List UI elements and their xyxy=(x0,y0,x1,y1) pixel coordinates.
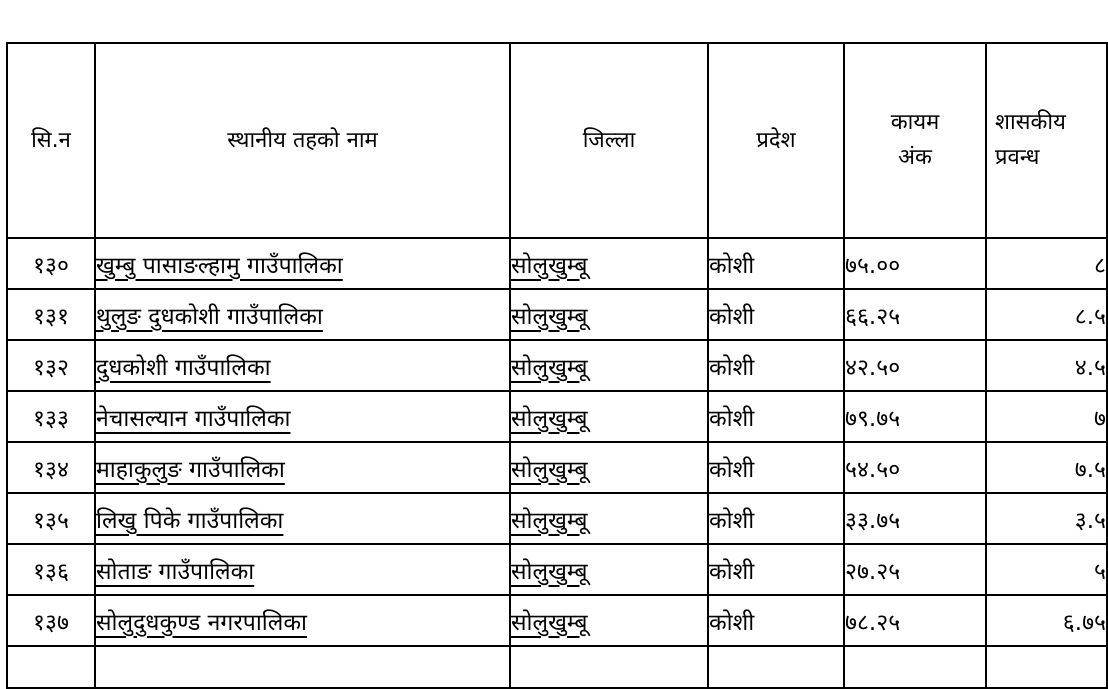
governance-cell-text: ३.५ xyxy=(1074,507,1106,534)
province-cell-text: कोशी xyxy=(709,354,755,381)
governance-cell-text: ६.७५ xyxy=(1062,609,1106,636)
sn-cell xyxy=(7,289,95,340)
governance-cell-text: ४.५ xyxy=(1074,354,1106,381)
governance-cell xyxy=(986,442,1107,493)
name-cell xyxy=(95,238,510,289)
sn-cell xyxy=(7,340,95,391)
sn-cell xyxy=(7,493,95,544)
district-cell xyxy=(510,442,708,493)
sn-cell-text: १३१ xyxy=(33,303,69,330)
score-cell-text: ३३.७५ xyxy=(845,507,901,534)
district-cell xyxy=(510,595,708,646)
score-cell xyxy=(844,442,986,493)
table-row-cutoff xyxy=(7,646,1107,688)
empty-cell xyxy=(7,646,95,688)
sn-cell xyxy=(7,391,95,442)
province-cell xyxy=(708,340,844,391)
sn-cell-text: १३३ xyxy=(33,405,69,432)
table-row xyxy=(7,340,1107,391)
name-cell xyxy=(95,595,510,646)
score-cell xyxy=(844,544,986,595)
district-cell-text: सोलुखुम्बू xyxy=(511,507,588,534)
score-cell-text: ७५.०० xyxy=(845,252,901,279)
name-cell-text: सोताङ गाउँपालिका xyxy=(96,558,255,585)
district-cell-text: सोलुखुम्बू xyxy=(511,456,588,483)
governance-cell-text: ८ xyxy=(1094,252,1106,279)
header-row xyxy=(7,43,1107,238)
table-row xyxy=(7,289,1107,340)
sn-cell-text: १३० xyxy=(33,252,69,279)
table-row xyxy=(7,595,1107,646)
province-cell-text: कोशी xyxy=(709,405,755,432)
province-cell-text: कोशी xyxy=(709,456,755,483)
name-cell-text: खुम्बु पासाङल्हामु गाउँपालिका xyxy=(96,252,343,279)
table-row xyxy=(7,238,1107,289)
header-name: स्थानीय तहको नाम xyxy=(95,43,510,238)
province-cell xyxy=(708,544,844,595)
governance-cell xyxy=(986,391,1107,442)
score-cell xyxy=(844,493,986,544)
governance-cell-text: ७ xyxy=(1094,405,1106,432)
governance-cell-text: ८.५ xyxy=(1074,303,1106,330)
governance-cell xyxy=(986,493,1107,544)
province-cell xyxy=(708,493,844,544)
sn-cell-text: १३७ xyxy=(33,609,69,636)
empty-cell xyxy=(844,646,986,688)
score-cell-text: ७९.७५ xyxy=(845,405,901,432)
name-cell-text: दुधकोशी गाउँपालिका xyxy=(96,354,271,381)
province-cell xyxy=(708,595,844,646)
district-cell-text: सोलुखुम्बू xyxy=(511,405,588,432)
name-cell xyxy=(95,340,510,391)
name-cell-text: थुलुङ दुधकोशी गाउँपालिका xyxy=(96,303,323,330)
province-cell xyxy=(708,442,844,493)
district-cell xyxy=(510,544,708,595)
governance-cell xyxy=(986,340,1107,391)
sn-cell-text: १३४ xyxy=(33,456,69,483)
header-governance xyxy=(986,43,1107,238)
header-score xyxy=(844,43,986,238)
sn-cell-text: १३२ xyxy=(33,354,69,381)
empty-cell xyxy=(708,646,844,688)
district-cell-text: सोलुखुम्बू xyxy=(511,303,588,330)
name-cell-text: माहाकुलुङ गाउँपालिका xyxy=(96,456,285,483)
sn-cell-text: १३६ xyxy=(33,558,69,585)
district-cell xyxy=(510,238,708,289)
name-cell xyxy=(95,544,510,595)
empty-cell xyxy=(986,646,1107,688)
header-sn: सि.न xyxy=(7,43,95,238)
governance-cell-text: ७.५ xyxy=(1074,456,1106,483)
province-cell xyxy=(708,391,844,442)
province-cell xyxy=(708,289,844,340)
empty-cell xyxy=(95,646,510,688)
sn-cell xyxy=(7,442,95,493)
score-cell xyxy=(844,595,986,646)
district-cell xyxy=(510,289,708,340)
score-cell-text: ६६.२५ xyxy=(845,303,901,330)
district-cell-text: सोलुखुम्बू xyxy=(511,354,588,381)
district-cell xyxy=(510,493,708,544)
table-row xyxy=(7,442,1107,493)
name-cell-text: लिखु पिके गाउँपालिका xyxy=(96,507,284,534)
district-cell-text: सोलुखुम्बू xyxy=(511,558,588,585)
name-cell xyxy=(95,289,510,340)
district-cell-text: सोलुखुम्बू xyxy=(511,609,588,636)
score-cell-text: ४२.५० xyxy=(845,354,901,381)
province-cell-text: कोशी xyxy=(709,609,755,636)
table-row xyxy=(7,544,1107,595)
score-cell-text: ५४.५० xyxy=(845,456,901,483)
name-cell-text: सोलुदुधकुण्ड नगरपालिका xyxy=(96,609,307,636)
name-cell xyxy=(95,442,510,493)
score-cell xyxy=(844,238,986,289)
district-cell-text: सोलुखुम्बू xyxy=(511,252,588,279)
score-cell xyxy=(844,391,986,442)
name-cell xyxy=(95,493,510,544)
header-score-text: कायम अंक xyxy=(890,110,940,170)
table-row xyxy=(7,493,1107,544)
table-row xyxy=(7,391,1107,442)
governance-cell xyxy=(986,595,1107,646)
governance-cell xyxy=(986,238,1107,289)
governance-cell-text: ५ xyxy=(1094,558,1106,585)
district-cell xyxy=(510,391,708,442)
district-cell xyxy=(510,340,708,391)
governance-cell xyxy=(986,544,1107,595)
score-cell xyxy=(844,289,986,340)
municipality-score-table xyxy=(6,42,1108,689)
governance-cell xyxy=(986,289,1107,340)
header-province: प्रदेश xyxy=(708,43,844,238)
name-cell-text: नेचासल्यान गाउँपालिका xyxy=(96,405,291,432)
province-cell-text: कोशी xyxy=(709,558,755,585)
sn-cell xyxy=(7,238,95,289)
score-cell-text: २७.२५ xyxy=(845,558,901,585)
sn-cell-text: १३५ xyxy=(33,507,69,534)
province-cell-text: कोशी xyxy=(709,303,755,330)
sn-cell xyxy=(7,595,95,646)
header-district: जिल्ला xyxy=(510,43,708,238)
empty-cell xyxy=(510,646,708,688)
score-cell xyxy=(844,340,986,391)
name-cell xyxy=(95,391,510,442)
header-governance-text: शासकीय प्रवन्ध xyxy=(995,110,1066,170)
score-cell-text: ७८.२५ xyxy=(845,609,901,636)
sn-cell xyxy=(7,544,95,595)
province-cell-text: कोशी xyxy=(709,252,755,279)
province-cell-text: कोशी xyxy=(709,507,755,534)
province-cell xyxy=(708,238,844,289)
